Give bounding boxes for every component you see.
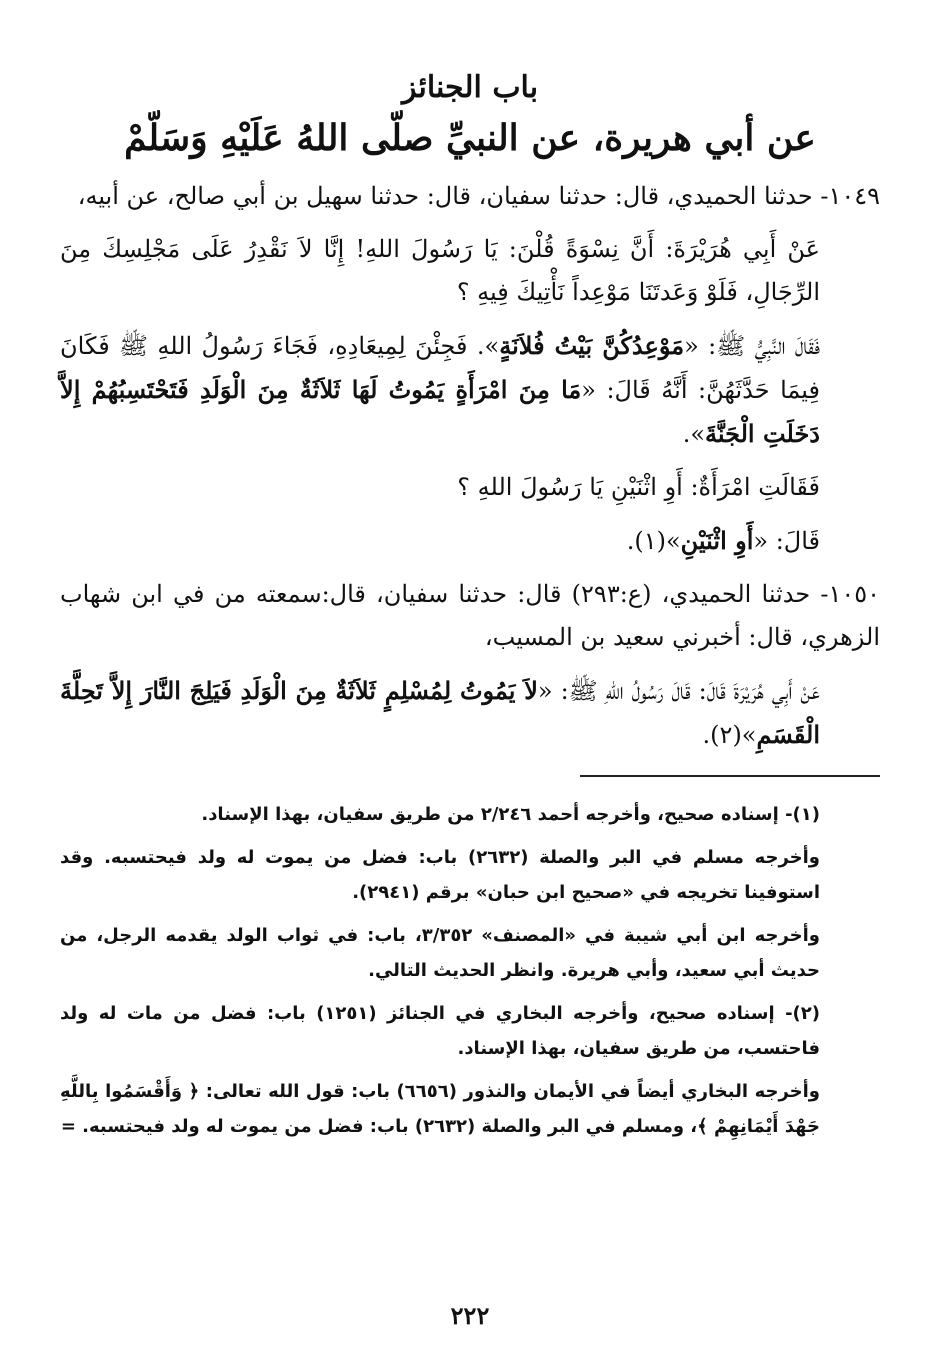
footnote-1-line-3: وأخرجه ابن أبي شيبة في «المصنف» ٣/٣٥٢، باب: في ثواب الولد يقدمه الرجل، من حديث أبي سعيد، وأبي هريرة. وانظر الحديث التالي. — [60, 925, 820, 981]
hadith-1049-text-1: عَنْ أَبِي هُرَيْرَةَ: أَنَّ نِسْوَةً قُلْنَ: يَا رَسُولَ اللهِ! إِنَّا لاَ نَقْدِرُ عَلَى مَجْلِسِكَ مِنَ الرِّجَالِ، فَلَوْ وَعَدتَنَا مَوْعِداً نَأْتِيكَ فِيهِ ؟ — [60, 235, 820, 306]
text-fragment: »(٢). — [702, 721, 757, 749]
prophetic-saying: مَا مِنَ امْرَأَةٍ يَمُوتُ لَهَا ثَلاَثَةٌ مِنَ الْوَلَدِ فَتَحْتَسِبُهُمْ إِلاَّ دَخَلَتِ الْجَنَّةَ — [60, 375, 820, 448]
hadith-1049-text-2 — [60, 324, 880, 456]
hadith-1049-text-3: فَقَالَتِ امْرَأَةٌ: أَوِ اثْنَيْنِ يَا رَسُولَ اللهِ ؟ — [457, 473, 820, 501]
prophetic-saying: أَوِ اثْنَيْنِ — [680, 526, 754, 555]
text-fragment: فَقَالَ النَّبِيُّ ﷺ: « — [684, 332, 820, 360]
hadith-1050-text-1 — [60, 669, 880, 757]
hadith-1050-isnad: ١٠٥٠- حدثنا الحميدي، (ع:٢٩٣) قال: حدثنا سفيان، قال:سمعته من في ابن شهاب الزهري، قال: أخبرني سعيد بن المسيب، — [60, 580, 880, 651]
footnote-divider — [580, 775, 880, 777]
page-number: ٢٢٢ — [450, 1301, 490, 1330]
hadith-1049-text-4 — [60, 519, 880, 563]
hadith-1049-isnad: ١٠٤٩- حدثنا الحميدي، قال: حدثنا سفيان، قال: حدثنا سهيل بن أبي صالح، عن أبيه، — [77, 182, 880, 210]
prophetic-saying: مَوْعِدُكُنَّ بَيْتُ فُلاَنَةٍ — [499, 331, 685, 360]
text-fragment: عَنْ أَبِي هُرَيْرَةَ قَالَ: قَالَ رَسُولُ اللهِ ﷺ: « — [537, 677, 820, 705]
book-page — [60, 70, 880, 1350]
footnote-1-line-2: وأخرجه مسلم في البر والصلة (٢٦٣٢) باب: فضل من يموت له ولد فيحتسبه. وقد استوفينا تخريجه في «صحيح ابن حبان» برقم (٢٩٤١). — [60, 847, 820, 903]
narrator-title: عن أبي هريرة، عن النبيِّ صلّى اللهُ عَلَيْهِ وَسَلّمْ — [124, 117, 816, 159]
text-fragment: ». فَجِئْنَ لِمِيعَادِهِ، فَجَاءَ رَسُولُ اللهِ ﷺ فَكَانَ فِيمَا حَدَّثَهُنَّ: أَنَّهُ قَالَ: « — [60, 332, 821, 404]
prophetic-saying: لاَ يَمُوتُ لِمُسْلِمٍ ثَلاَثَةٌ مِنَ الْوَلَدِ فَيَلِجَ النَّارَ إِلاَّ تَحِلَّةَ الْقَسَمِ — [60, 676, 820, 749]
chapter-title: باب الجنائز — [401, 70, 539, 105]
text-fragment: ». — [682, 420, 706, 448]
text-fragment: قَالَ: « — [753, 527, 820, 555]
footnote-2-line-2: وأخرجه البخاري أيضاً في الأيمان والنذور (٦٦٥٦) باب: قول الله تعالى: ﴿ وَأَقْسَمُوا بِاللَّهِ جَهْدَ أَيْمَانِهِمْ ﴾، ومسلم في البر والصلة (٢٦٣٢) باب: فضل من يموت له ولد فيحتسبه. = — [60, 1081, 820, 1137]
footnote-2-line-1: (٢)- إسناده صحيح، وأخرجه البخاري في الجنائز (١٢٥١) باب: فضل من مات له ولد فاحتسب، من طريق سفيان، بهذا الإسناد. — [60, 1003, 820, 1059]
text-fragment: »(١). — [626, 527, 681, 555]
footnote-1-line-1: (١)- إسناده صحيح، وأخرجه أحمد ٢/٢٤٦ من طريق سفيان، بهذا الإسناد. — [201, 804, 820, 825]
